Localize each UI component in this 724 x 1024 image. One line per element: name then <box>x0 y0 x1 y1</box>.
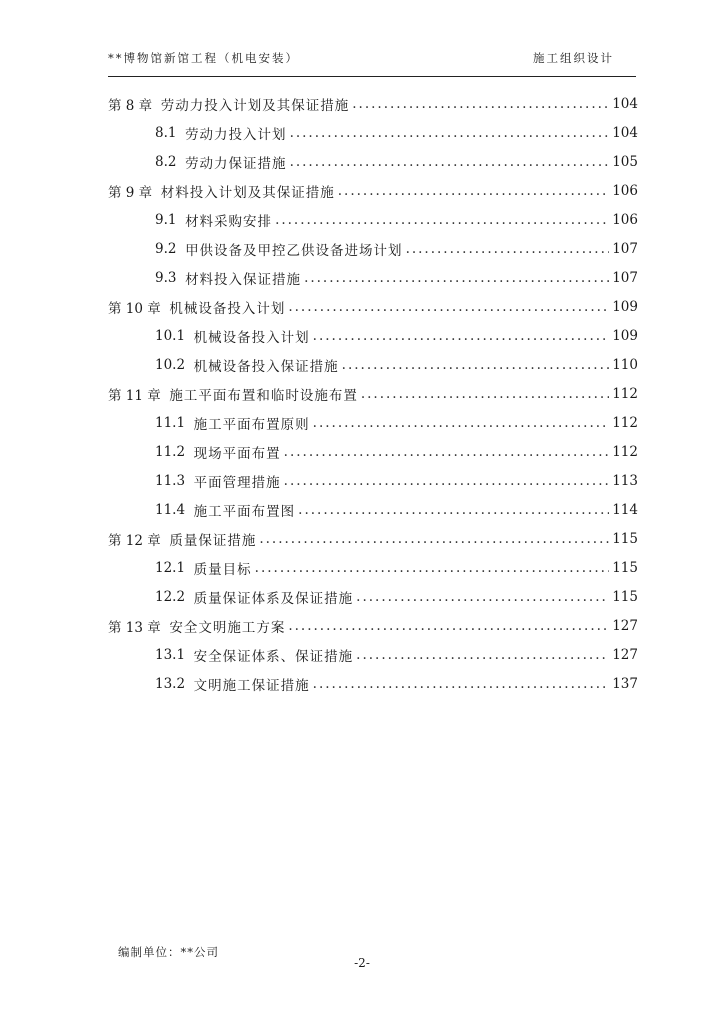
dot-leader <box>356 647 609 663</box>
toc-section-entry[interactable] <box>108 118 638 147</box>
toc-entry-page: 115 <box>612 588 638 605</box>
toc-entry-number: 第 10 章 <box>108 300 170 317</box>
toc-entry-title: 劳动力投入计划及其保证措施 <box>160 97 350 114</box>
dot-leader <box>284 444 610 460</box>
header-divider <box>108 76 636 77</box>
toc-entry-number: 11.1 <box>155 414 194 431</box>
toc-entry-page: 109 <box>612 298 638 315</box>
compiling-unit: 编制单位：**公司 <box>118 945 219 959</box>
toc-entry-page: 115 <box>612 559 638 576</box>
toc-entry-page: 112 <box>612 443 638 460</box>
toc-section-entry[interactable] <box>108 495 638 524</box>
project-title: **博物馆新馆工程（机电安装） <box>108 51 299 65</box>
toc-entry-number: 8.2 <box>155 153 186 170</box>
toc-entry-title: 质量目标 <box>193 561 252 578</box>
toc-chapter-entry[interactable] <box>108 292 638 321</box>
dot-leader <box>406 241 610 257</box>
toc-section-entry[interactable] <box>108 408 638 437</box>
toc-entry-title: 施工平面布置和临时设施布置 <box>169 387 358 404</box>
toc-entry-page: 106 <box>612 211 638 228</box>
toc-entry-number: 9.3 <box>155 269 186 286</box>
toc-entry-page: 107 <box>612 240 638 257</box>
toc-entry-number: 12.2 <box>155 588 194 605</box>
toc-entry-title: 机械设备投入计划 <box>193 329 310 346</box>
dot-leader <box>304 270 609 286</box>
toc-chapter-entry[interactable] <box>108 176 638 205</box>
dot-leader <box>361 386 609 402</box>
toc-entry-page: 107 <box>612 269 638 286</box>
toc-entry-page: 112 <box>612 385 638 402</box>
page-number: -2- <box>354 956 370 970</box>
toc-entry-number: 11.3 <box>155 472 194 489</box>
document-type: 施工组织设计 <box>533 51 614 65</box>
dot-leader <box>313 415 610 431</box>
dot-leader <box>313 328 610 344</box>
toc-chapter-entry[interactable] <box>108 379 638 408</box>
toc-entry-number: 第 8 章 <box>108 97 161 114</box>
toc-section-entry[interactable] <box>108 234 638 263</box>
dot-leader <box>342 357 610 373</box>
toc-entry-title: 文明施工保证措施 <box>193 677 310 694</box>
toc-entry-number: 11.2 <box>155 443 194 460</box>
toc-entry-page: 127 <box>612 646 638 663</box>
toc-entry-page: 115 <box>612 530 638 547</box>
toc-section-entry[interactable] <box>108 582 638 611</box>
toc-entry-title: 劳动力保证措施 <box>185 155 287 172</box>
dot-leader <box>288 299 609 315</box>
toc-entry-page: 104 <box>612 95 638 112</box>
toc-section-entry[interactable] <box>108 147 638 176</box>
dot-leader <box>290 154 610 170</box>
table-of-contents <box>108 89 638 698</box>
toc-entry-number: 9.1 <box>155 211 186 228</box>
toc-chapter-entry[interactable] <box>108 89 638 118</box>
toc-entry-page: 104 <box>612 124 638 141</box>
toc-entry-title: 材料投入计划及其保证措施 <box>160 184 335 201</box>
toc-chapter-entry[interactable] <box>108 524 638 553</box>
toc-entry-page: 113 <box>612 472 638 489</box>
toc-entry-title: 材料投入保证措施 <box>185 271 302 288</box>
toc-chapter-entry[interactable] <box>108 611 638 640</box>
toc-entry-title: 甲供设备及甲控乙供设备进场计划 <box>185 242 403 259</box>
dot-leader <box>313 676 610 692</box>
toc-entry-number: 第 13 章 <box>108 619 170 636</box>
toc-entry-page: 105 <box>612 153 638 170</box>
toc-section-entry[interactable] <box>108 350 638 379</box>
toc-entry-title: 现场平面布置 <box>193 445 281 462</box>
toc-entry-number: 13.2 <box>155 675 194 692</box>
toc-entry-number: 9.2 <box>155 240 186 257</box>
toc-entry-number: 13.1 <box>155 646 194 663</box>
toc-section-entry[interactable] <box>108 263 638 292</box>
dot-leader <box>290 125 610 141</box>
toc-entry-title: 平面管理措施 <box>193 474 281 491</box>
dot-leader <box>298 502 609 518</box>
toc-entry-page: 110 <box>612 356 638 373</box>
toc-entry-title: 安全保证体系、保证措施 <box>193 648 354 665</box>
toc-entry-number: 11.4 <box>155 501 194 518</box>
toc-entry-title: 质量保证体系及保证措施 <box>193 590 354 607</box>
toc-section-entry[interactable] <box>108 466 638 495</box>
toc-entry-page: 114 <box>612 501 638 518</box>
toc-entry-title: 劳动力投入计划 <box>185 126 287 143</box>
dot-leader <box>255 560 610 576</box>
toc-entry-title: 施工平面布置原则 <box>193 416 310 433</box>
toc-entry-number: 12.1 <box>155 559 194 576</box>
toc-entry-title: 施工平面布置图 <box>193 503 296 520</box>
toc-section-entry[interactable] <box>108 553 638 582</box>
toc-entry-title: 质量保证措施 <box>169 532 257 549</box>
toc-entry-number: 10.1 <box>155 327 194 344</box>
toc-entry-title: 材料采购安排 <box>185 213 273 230</box>
toc-entry-page: 127 <box>612 617 638 634</box>
toc-section-entry[interactable] <box>108 669 638 698</box>
toc-entry-page: 106 <box>612 182 638 199</box>
toc-entry-title: 机械设备投入保证措施 <box>193 358 339 375</box>
dot-leader <box>275 212 609 228</box>
toc-section-entry[interactable] <box>108 437 638 466</box>
toc-entry-page: 112 <box>612 414 638 431</box>
toc-entry-number: 第 12 章 <box>108 532 170 549</box>
toc-entry-number: 8.1 <box>155 124 186 141</box>
dot-leader <box>284 473 610 489</box>
toc-entry-number: 10.2 <box>155 356 194 373</box>
toc-entry-number: 第 9 章 <box>108 184 161 201</box>
toc-section-entry[interactable] <box>108 321 638 350</box>
dot-leader <box>356 589 609 605</box>
toc-entry-page: 109 <box>612 327 638 344</box>
dot-leader <box>352 96 609 112</box>
toc-entry-title: 安全文明施工方案 <box>169 619 286 636</box>
toc-entry-title: 机械设备投入计划 <box>169 300 286 317</box>
toc-entry-number: 第 11 章 <box>108 387 170 404</box>
toc-section-entry[interactable] <box>108 205 638 234</box>
dot-leader <box>288 618 609 634</box>
dot-leader <box>338 183 609 199</box>
dot-leader <box>259 531 609 547</box>
page-header <box>108 50 636 72</box>
toc-section-entry[interactable] <box>108 640 638 669</box>
toc-entry-page: 137 <box>612 675 638 692</box>
